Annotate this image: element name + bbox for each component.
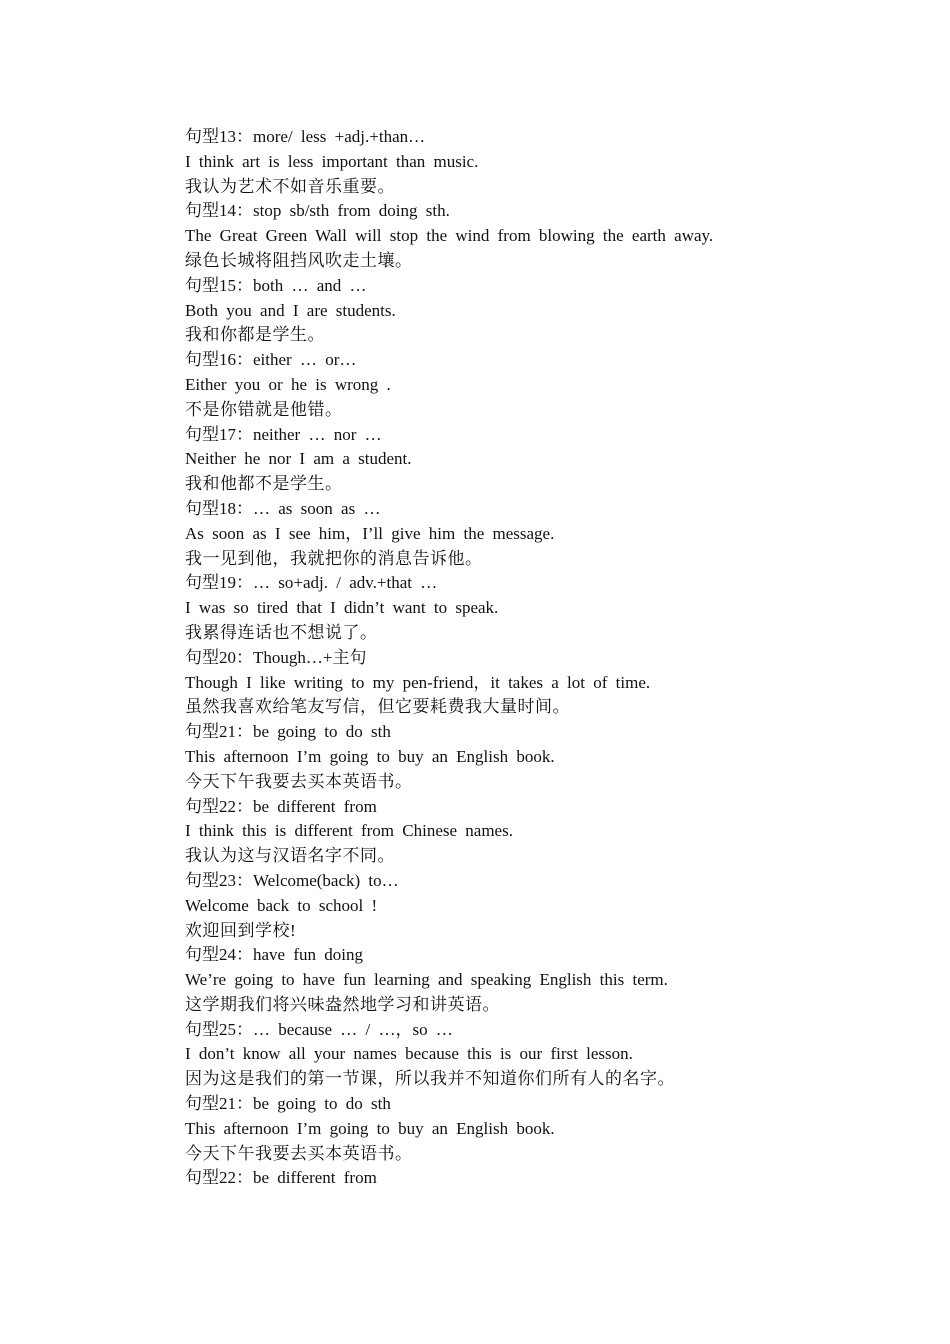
pattern-heading: 句型24：have fun doing: [185, 945, 363, 965]
example-sentence: I was so tired that I didn’t want to speak.: [185, 598, 499, 618]
example-sentence: As soon as I see him，I’ll give him the message.: [185, 523, 555, 543]
example-sentence: Either you or he is wrong .: [185, 374, 391, 394]
translation: 我认为艺术不如音乐重要。: [185, 176, 395, 196]
translation: 今天下午我要去买本英语书。: [185, 771, 413, 791]
translation: 今天下午我要去买本英语书。: [185, 1143, 413, 1163]
pattern-heading: 句型21：be going to do sth: [185, 1094, 391, 1114]
example-sentence: This afternoon I’m going to buy an English book.: [185, 746, 555, 766]
translation: 我认为这与汉语名字不同。: [185, 846, 395, 866]
pattern-heading: 句型19：… so+adj. / adv.+that …: [185, 573, 438, 593]
pattern-heading: 句型25：… because … / …，so …: [185, 1019, 453, 1039]
pattern-heading: 句型13：more/ less +adj.+than…: [185, 127, 426, 146]
example-sentence: Both you and I are students.: [185, 300, 396, 320]
example-sentence: I don’t know all your names because this is our first lesson.: [185, 1044, 633, 1064]
pattern-heading: 句型17：neither … nor …: [185, 424, 382, 444]
pattern-heading: 句型21：be going to do sth: [185, 722, 391, 742]
translation: 我和他都不是学生。: [185, 474, 343, 494]
translation: 因为这是我们的第一节课，所以我并不知道你们所有人的名字。: [185, 1069, 675, 1089]
translation: 虽然我喜欢给笔友写信，但它要耗费我大量时间。: [185, 697, 570, 717]
document-body: [145, 125, 757, 1191]
example-sentence: We’re going to have fun learning and speaking English this term.: [185, 970, 668, 990]
translation: 欢迎回到学校!: [185, 920, 297, 940]
example-sentence: I think art is less important than music.: [185, 151, 479, 171]
example-sentence: The Great Green Wall will stop the wind from blowing the earth away.: [185, 226, 714, 246]
translation: 不是你错就是他错。: [185, 399, 343, 419]
translation: 这学期我们将兴味盎然地学习和讲英语。: [185, 994, 500, 1014]
example-sentence: Welcome back to school !: [185, 895, 378, 915]
pattern-heading: 句型22：be different from: [185, 1168, 377, 1188]
translation: 我一见到他，我就把你的消息告诉他。: [185, 548, 483, 568]
pattern-heading: 句型22：be different from: [185, 796, 377, 816]
example-sentence: Though I like writing to my pen-friend，it takes a lot of time.: [185, 672, 651, 692]
pattern-heading: 句型20：Though…+主句: [185, 647, 367, 667]
example-sentence: This afternoon I’m going to buy an English book.: [185, 1118, 555, 1138]
translation: 我累得连话也不想说了。: [185, 622, 378, 642]
pattern-heading: 句型23：Welcome(back) to…: [185, 870, 399, 890]
pattern-heading: 句型18：… as soon as …: [185, 498, 381, 518]
example-sentence: I think this is different from Chinese names.: [185, 821, 513, 841]
translation: 我和你都是学生。: [185, 325, 325, 345]
pattern-heading: 句型16：either … or…: [185, 350, 357, 370]
pattern-heading: 句型14：stop sb/sth from doing sth.: [185, 201, 450, 221]
example-sentence: Neither he nor I am a student.: [185, 449, 412, 469]
translation: 绿色长城将阻挡风吹走土壤。: [185, 250, 413, 270]
pattern-heading: 句型15：both … and …: [185, 275, 367, 295]
